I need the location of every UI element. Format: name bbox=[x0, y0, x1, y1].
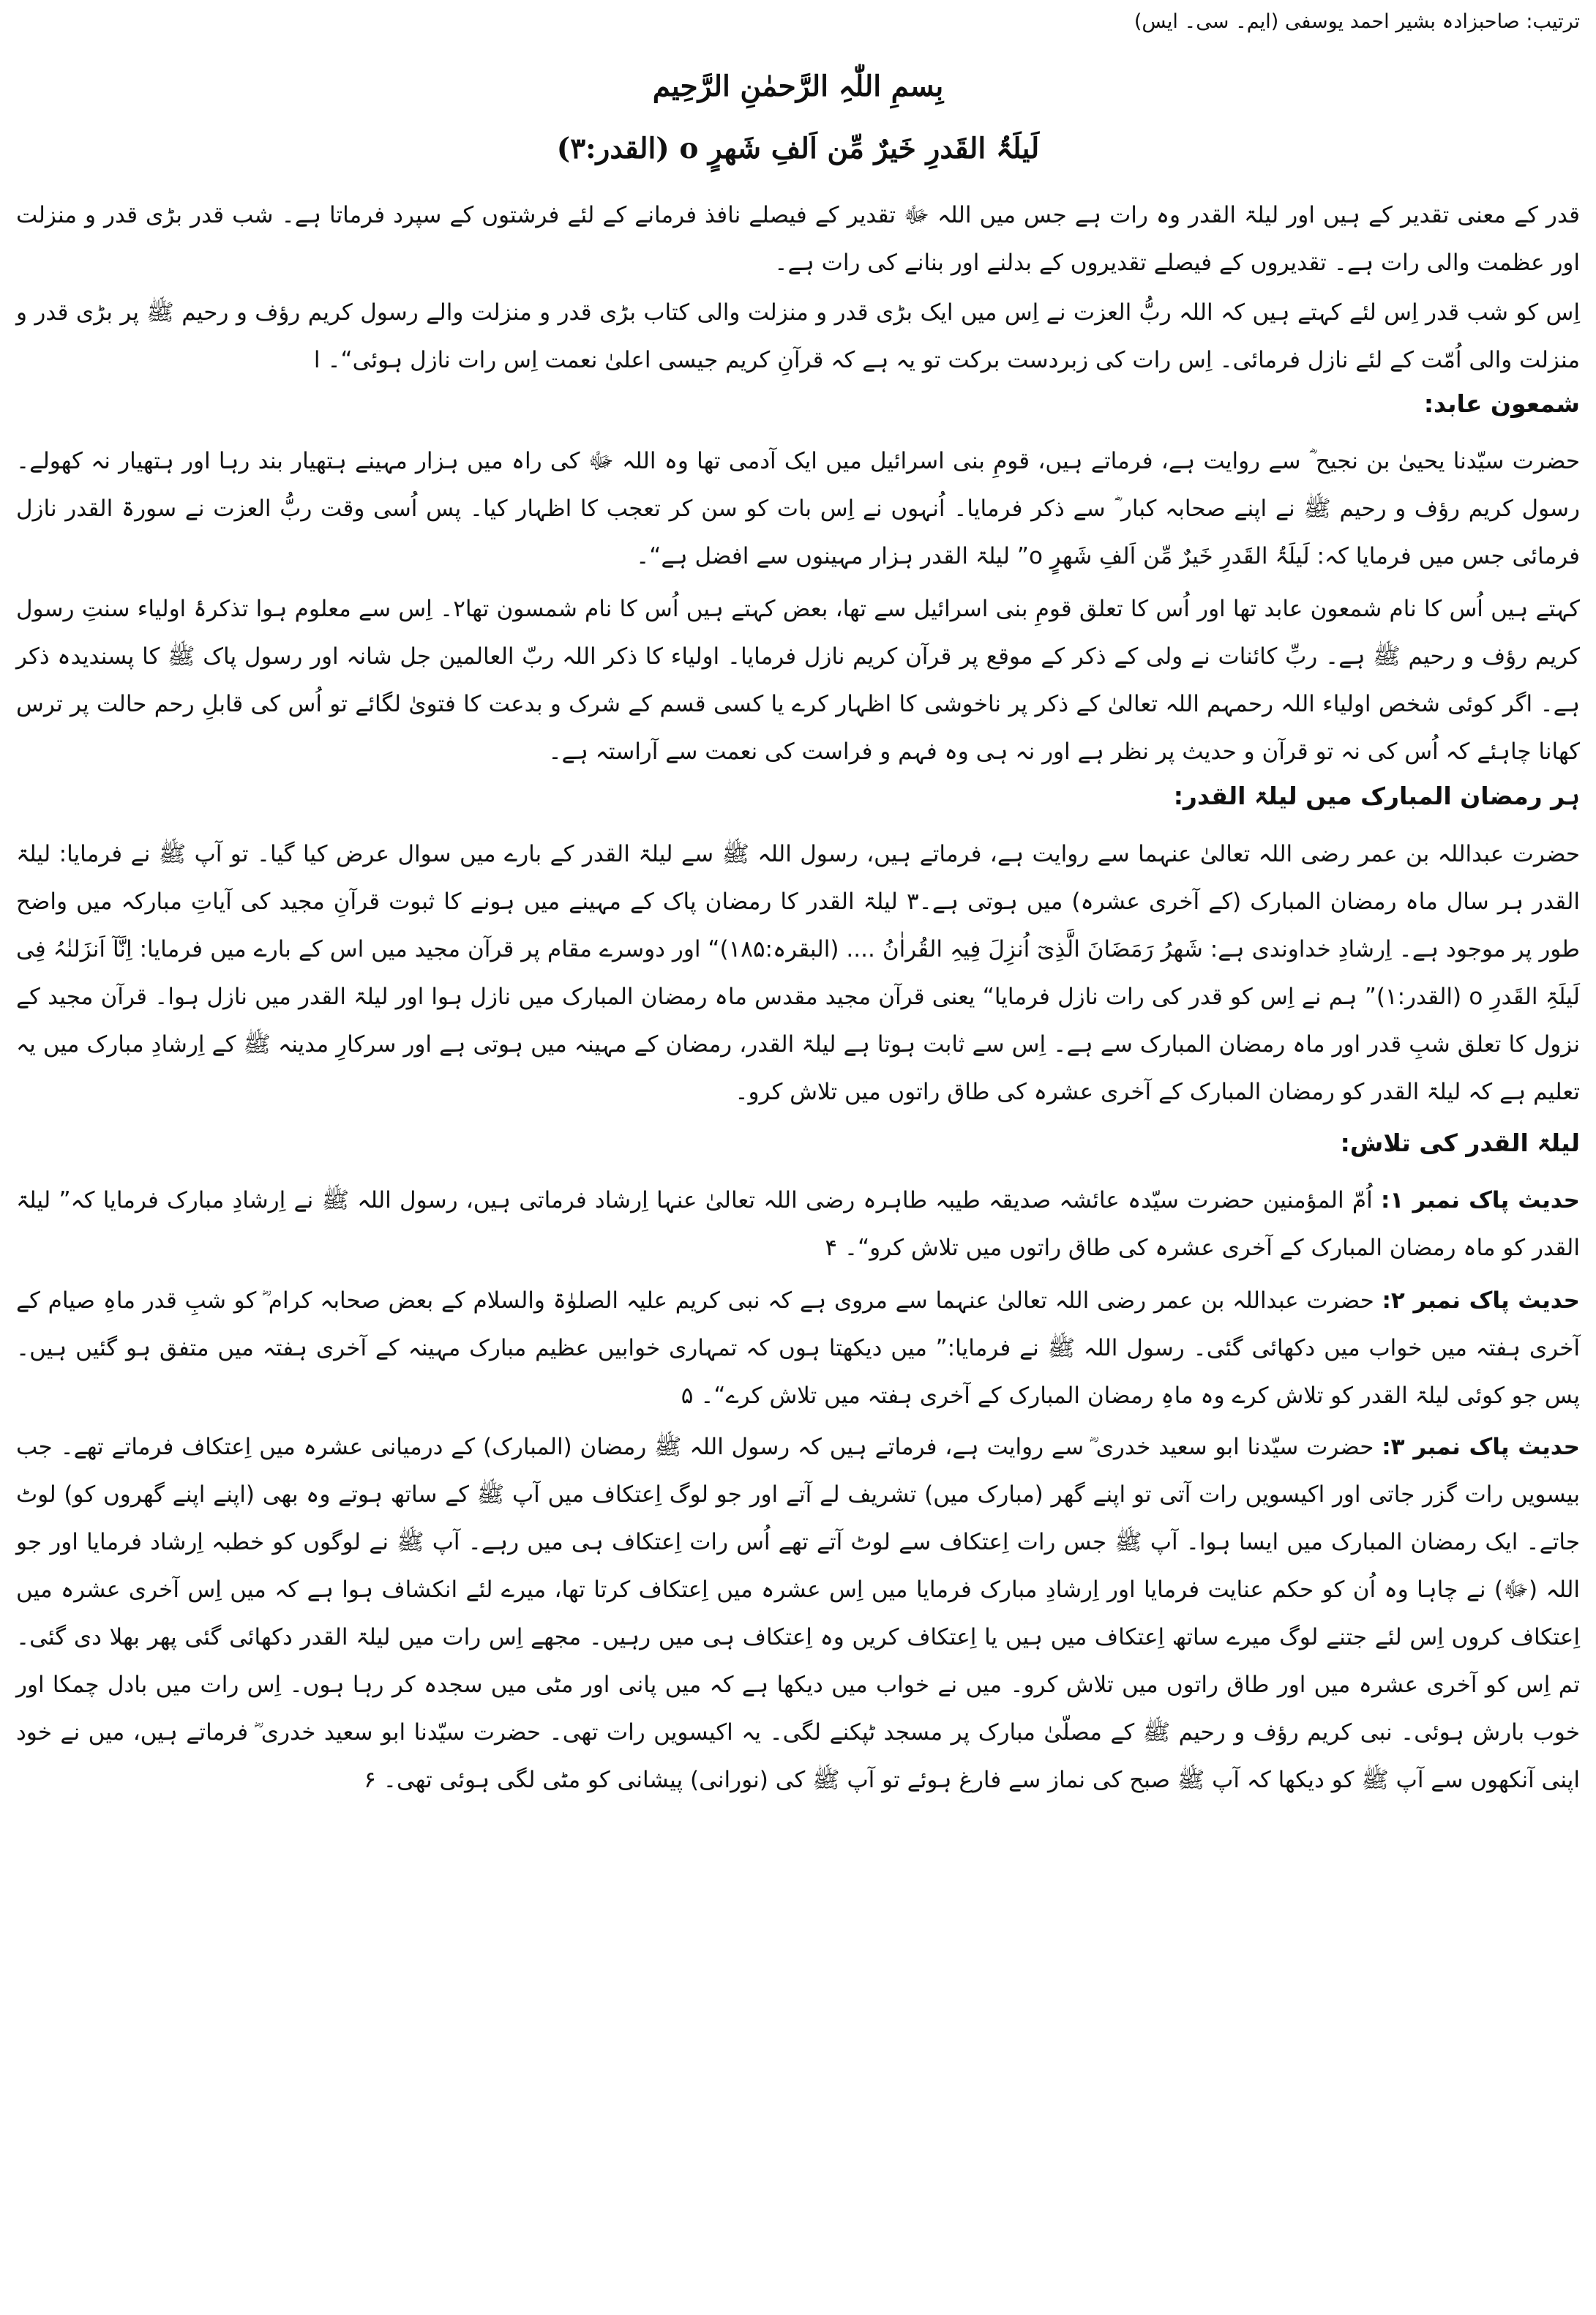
verse-heading: لَیلَۃُ القَدرِ خَیرٌ مِّن اَلفِ شَھرٍ o (القدر:۳) bbox=[556, 132, 1040, 165]
shamoon-paragraph-1: حضرت سیّدنا یحییٰ بن نجیح ؓ سے روایت ہے، فرماتے ہیں، قومِ بنی اسرائیل میں ایک آدمی تھا وہ اللہ ﷻ کی راہ میں ہزار مہینے ہتھیار بند رہا اور ہتھیار نہ کھولے۔ رسول کریم رؤف و رحیم ﷺ نے اپنے صحابہ کبار ؓ سے ذکر فرمایا۔ اُنہوں نے اِس بات کو سن کر تعجب کا اظہار کیا۔ پس اُسی وقت ربُّ العزت نے سورۃ القدر نازل فرمائی جس میں فرمایا کہ: لَیلَۃُ القَدرِ خَیرٌ مِّن اَلفِ شَھرٍ o” لیلۃ القدر ہزار مہینوں سے افضل ہے“۔ bbox=[16, 448, 1580, 569]
hadith-2 bbox=[16, 1277, 1580, 1420]
compiler-credit: ترتیب: صاحبزادہ بشیر احمد یوسفی (ایم۔ سی۔ ایس) bbox=[1134, 10, 1580, 33]
bismillah-heading: بِسمِ اللّٰہِ الرَّحمٰنِ الرَّحِیم bbox=[652, 70, 944, 103]
hadith-3-label: حدیث پاک نمبر ۳: bbox=[1382, 1434, 1580, 1460]
section-heading-ramadan: ہر رمضان المبارک میں لیلۃ القدر: bbox=[1173, 782, 1580, 810]
section-heading-search: لیلۃ القدر کی تلاش: bbox=[1340, 1129, 1580, 1157]
hadith-3-text: حضرت سیّدنا ابو سعید خدری ؓ سے روایت ہے، فرماتے ہیں کہ رسول اللہ ﷺ رمضان (المبارک) کے درمیانی عشرہ میں اِعتکاف فرماتے تھے۔ جب بیسویں رات گزر جاتی اور اکیسویں رات آتی تو اپنے گھر (مبارک میں) تشریف لے آتے اور جو لوگ اِعتکاف میں آپ ﷺ کے ساتھ ہوتے وہ بھی (اپنے اپنے گھروں کو) لوٹ جاتے۔ ایک رمضان المبارک میں ایسا ہوا۔ آپ ﷺ جس رات اِعتکاف سے لوٹ آتے تھے اُس رات اِعتکاف ہی میں رہے۔ آپ ﷺ نے لوگوں کو خطبہ اِرشاد فرمایا اور جو اللہ (ﷻ) نے چاہا وہ اُن کو حکم عنایت فرمایا اور اِرشادِ مبارک فرمایا میں اِس عشرہ میں اِعتکاف کرتا تھا، میرے لئے انکشاف ہوا ہے کہ میں اِس آخری عشرہ میں اِعتکاف کروں اِس لئے جتنے لوگ میرے ساتھ اِعتکاف میں ہیں یا اِعتکاف کریں وہ اِعتکاف ہی میں رہیں۔ مجھے اِس رات میں لیلۃ القدر دکھائی گئی پھر بھلا دی گئی۔ تم اِس کو آخری عشرہ میں اور طاق راتوں میں تلاش کرو۔ میں نے خواب میں دیکھا ہے کہ میں پانی اور مٹی میں سجدہ کر رہا ہوں۔ اِس رات میں بادل چمکا اور خوب بارش ہوئی۔ نبی کریم رؤف و رحیم ﷺ کے مصلّیٰ مبارک پر مسجد ٹپکنے لگی۔ یہ اکیسویں رات تھی۔ حضرت سیّدنا ابو سعید خدری ؓ فرماتے ہیں، میں نے خود اپنی آنکھوں سے آپ ﷺ کو دیکھا کہ آپ ﷺ صبح کی نماز سے فارغ ہوئے تو آپ ﷺ کی (نورانی) پیشانی کو مٹی لگی ہوئی تھی۔ ۶ bbox=[16, 1434, 1580, 1793]
hadith-2-label: حدیث پاک نمبر ۲: bbox=[1382, 1287, 1580, 1314]
shamoon-paragraph-2: کہتے ہیں اُس کا نام شمعون عابد تھا اور اُس کا تعلق قومِ بنی اسرائیل سے تھا، بعض کہتے ہیں اُس کا نام شمسون تھا۲۔ اِس سے معلوم ہوا تذکرۂ اولیاء سنتِ رسول کریم رؤف و رحیم ﷺ ہے۔ ربِّ کائنات نے ولی کے ذکر کے موقع پر قرآن کریم نازل فرمایا۔ اولیاء کا ذکر اللہ ربّ العالمین جل شانہ اور رسول پاک ﷺ کا پسندیدہ ذکر ہے۔ اگر کوئی شخص اولیاء اللہ رحمہم اللہ تعالیٰ کے ذکر پر ناخوشی کا اظہار کرے یا کسی قسم کے شرک و بدعت کا فتویٰ لگائے تو اُس کی قابلِ رحم حالت پر ترس کھانا چاہئے کہ اُس کی نہ تو قرآن و حدیث پر نظر ہے اور نہ ہی وہ فہم و فراست کی نعمت سے آراستہ ہے۔ bbox=[16, 596, 1580, 765]
hadith-1 bbox=[16, 1177, 1580, 1272]
intro-paragraph-1: قدر کے معنی تقدیر کے ہیں اور لیلۃ القدر وہ رات ہے جس میں اللہ ﷻ تقدیر کے فیصلے نافذ فرمانے کے لئے فرشتوں کے سپرد فرماتا ہے۔ شب قدر بڑی قدر و منزلت اور عظمت والی رات ہے۔ تقدیروں کے فیصلے تقدیروں کے بدلنے اور بنانے کی رات ہے۔ bbox=[16, 202, 1580, 276]
section-heading-shamoon: شمعون عابد: bbox=[1423, 389, 1580, 418]
hadith-3 bbox=[16, 1424, 1580, 1804]
intro-paragraph-2: اِس کو شب قدر اِس لئے کہتے ہیں کہ اللہ ربُّ العزت نے اِس میں ایک بڑی قدر و منزلت والی کتاب بڑی قدر و منزلت والے رسول کریم رؤف و رحیم ﷺ پر بڑی قدر و منزلت والی اُمّت کے لئے نازل فرمائی۔ اِس رات کی زبردست برکت تو یہ ہے کہ قرآنِ کریم جیسی اعلیٰ نعمت اِس رات نازل ہوئی“۔ ا bbox=[16, 299, 1580, 373]
hadith-1-label: حدیث پاک نمبر ۱: bbox=[1380, 1187, 1581, 1213]
hadith-1-text: اُمّ المؤمنین حضرت سیّدہ عائشہ صدیقہ طیبہ طاہرہ رضی اللہ تعالیٰ عنہا اِرشاد فرماتی ہیں، رسول اللہ ﷺ نے اِرشادِ مبارک فرمایا کہ” لیلۃ القدر کو ماہ رمضان المبارک کے آخری عشرہ کی طاق راتوں میں تلاش کرو“۔ ۴ bbox=[16, 1187, 1580, 1261]
hadith-2-text: حضرت عبداللہ بن عمر رضی اللہ تعالیٰ عنہما سے مروی ہے کہ نبی کریم علیہ الصلوٰۃ والسلام کے بعض صحابہ کرام ؓ کو شبِ قدر ماہِ صیام کے آخری ہفتہ میں خواب میں دکھائی گئی۔ رسول اللہ ﷺ نے فرمایا:” میں دیکھتا ہوں کہ تمہاری خوابیں عظیم مبارک مہینہ کے آخری ہفتہ میں متفق ہو گئیں ہیں۔ پس جو کوئی لیلۃ القدر کو تلاش کرے وہ ماہِ رمضان المبارک کے آخری ہفتہ میں تلاش کرے“۔ ۵ bbox=[16, 1287, 1580, 1409]
ramadan-paragraph: حضرت عبداللہ بن عمر رضی اللہ تعالیٰ عنہما سے روایت ہے، فرماتے ہیں، رسول اللہ ﷺ سے لیلۃ القدر کے بارے میں سوال عرض کیا گیا۔ تو آپ ﷺ نے فرمایا: لیلۃ القدر ہر سال ماہ رمضان المبارک (کے آخری عشرہ) میں ہوتی ہے۔۳ لیلۃ القدر کا رمضان پاک کے مہینے میں ہونے کا ثبوت قرآنِ مجید کی آیاتِ مبارکہ میں واضح طور پر موجود ہے۔ اِرشادِ خداوندی ہے: شَھرُ رَمَضَانَ الَّذِیٓ اُنزِلَ فِیہِ القُراٰنُ .... (البقرہ:۱۸۵)“ اور دوسرے مقام پر قرآن مجید میں اس کے بارے میں فرمایا: اِنَّآ اَنزَلنٰہُ فِی لَیلَۃِ القَدرِ o (القدر:۱)” ہم نے اِس کو قدر کی رات نازل فرمایا“ یعنی قرآن مجید مقدس ماہ رمضان المبارک میں نازل ہوا اور لیلۃ القدر میں نازل ہوا۔ قرآن مجید کے نزول کا تعلق شبِ قدر اور ماہ رمضان المبارک سے ہے۔ اِس سے ثابت ہوتا ہے لیلۃ القدر، رمضان کے مہینہ میں ہوتی ہے اور سرکارِ مدینہ ﷺ کے اِرشادِ مبارک میں یہ تعلیم ہے کہ لیلۃ القدر کو رمضان المبارک کے آخری عشرہ کی طاق راتوں میں تلاش کرو۔ bbox=[16, 841, 1581, 1105]
